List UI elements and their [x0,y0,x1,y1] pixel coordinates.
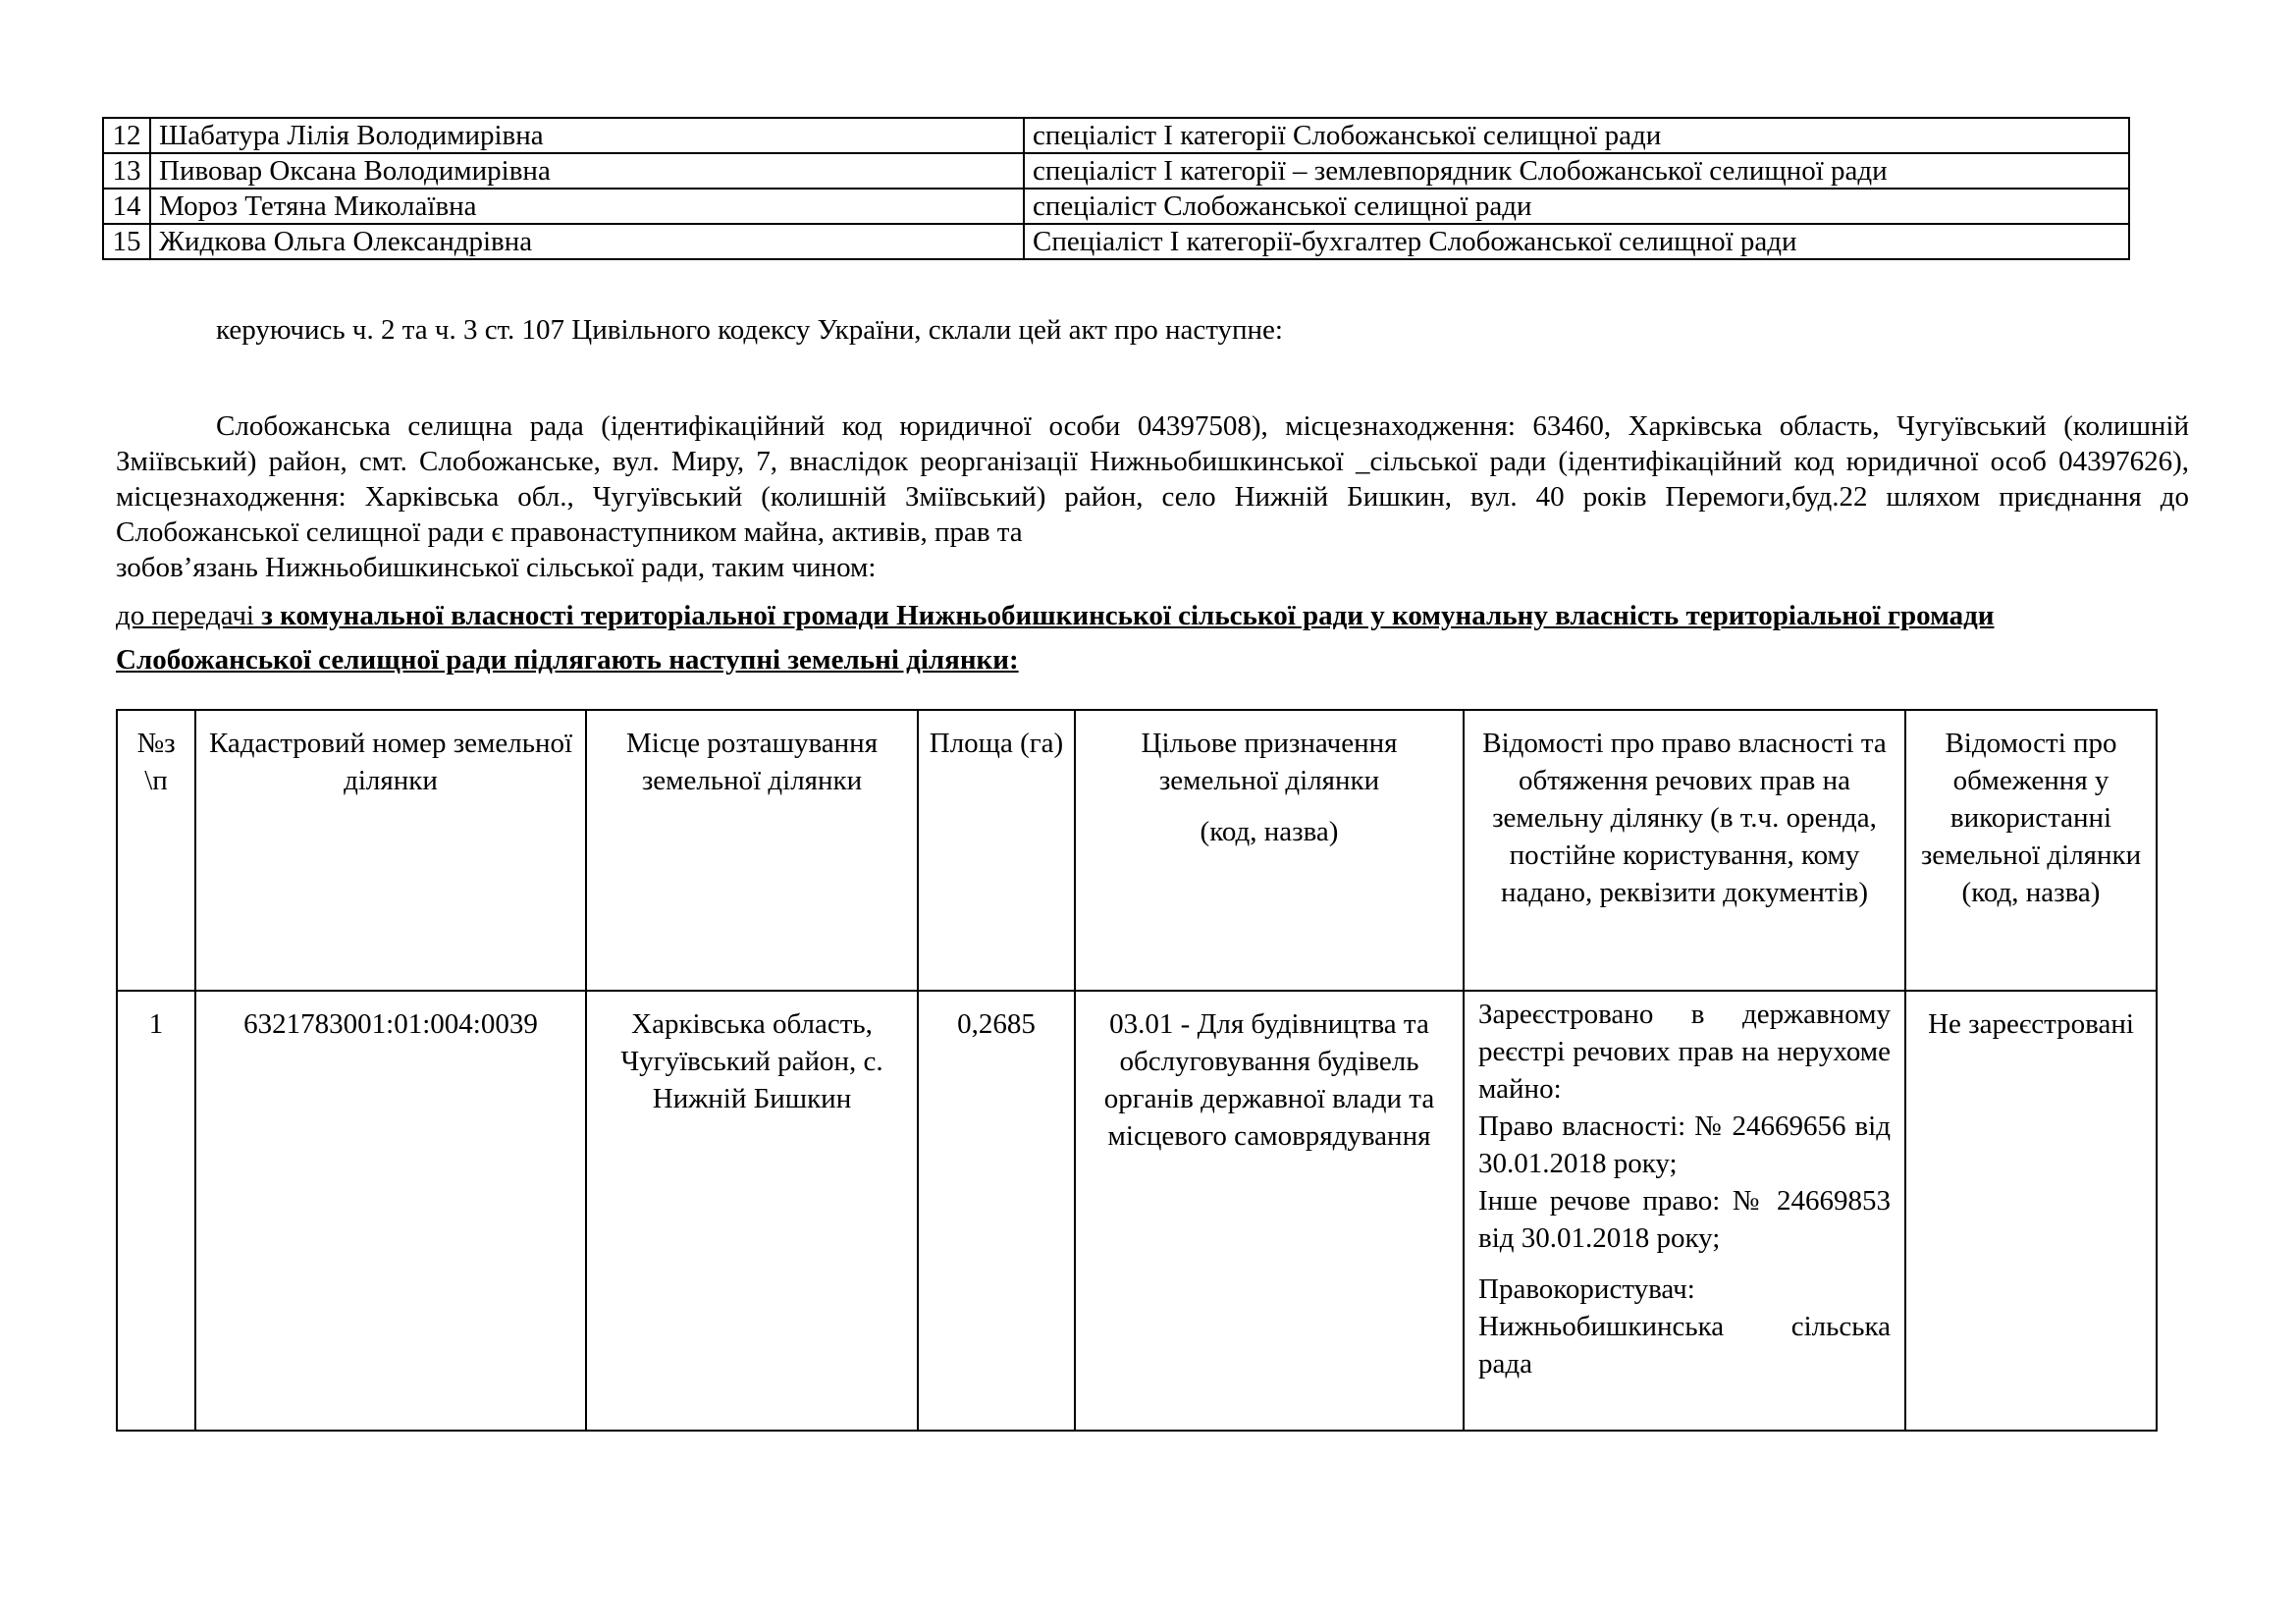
main-paragraph-last-line: зобов’язань Нижньобишкинської сільської ради, таким чином: [116,552,877,583]
header-purpose-sub: (код, назва) [1200,816,1339,847]
rights-other: Інше речове право: № 24669853 від 30.01.2018 року; [1478,1185,1891,1254]
table-header-row [117,710,2157,991]
transfer-bold-text: з комунальної власності територіальної громади Нижньобишкинської сільської ради у комунальну власність територіальної громади Слобожанської селищної ради підлягають наступні земельні ділянки: [116,600,1995,676]
header-rights: Відомості про право власності та обтяження речових прав на земельну ділянку (в т.ч. оренда, постійне користування, кому надано, реквізити документів) [1464,710,1905,991]
header-purpose [1075,710,1464,991]
member-number: 12 [103,118,150,153]
member-position: Спеціаліст І категорії-бухгалтер Слобожанської селищної ради [1024,224,2129,259]
table-row [103,189,2129,224]
plot-restrictions: Не зареєстровані [1905,991,2157,1431]
rights-user: Правокористувач: Нижньобишкинська сільська рада [1478,1273,1891,1380]
main-paragraph [116,408,2189,550]
rights-registered: Зареєстровано в державному реєстрі речових прав на нерухоме майно: [1478,999,1891,1105]
member-name: Пивовар Оксана Володимирівна [150,153,1024,189]
member-position: спеціаліст Слобожанської селищної ради [1024,189,2129,224]
table-row [117,991,2157,1431]
member-name: Шабатура Лілія Володимирівна [150,118,1024,153]
member-position: спеціаліст І категорії Слобожанської селищної ради [1024,118,2129,153]
plot-cadastral-number: 6321783001:01:004:0039 [195,991,586,1431]
main-paragraph-text: Слобожанська селищна рада (ідентифікаційний код юридичної особи 04397508), місцезнаходження: 63460, Харківська область, Чугуївський (колишній Зміївський) район, смт. Слобожанське, вул. Миру, 7, внаслідок реорганізації Нижньобишкинської _сільської ради (ідентифікаційний код юридичної особ 04397626), місцезнаходження: Харківська обл., Чугуївський (колишній Зміївський) район, село Нижній Бишкин, вул. 40 років Перемоги,буд.22 шляхом приєднання до Слобожанської селищної ради є правонаступником майна, активів, прав та [116,410,2189,548]
member-name: Мороз Тетяна Миколаївна [150,189,1024,224]
land-plots-table [116,709,2158,1432]
rights-ownership: Право власності: № 24669656 від 30.01.2018 року; [1478,1110,1891,1179]
table-row [103,118,2129,153]
spacer [1086,799,1453,813]
member-name: Жидкова Ольга Олександрівна [150,224,1024,259]
member-position: спеціаліст І категорії – землевпорядник Слобожанської селищної ради [1024,153,2129,189]
member-number: 14 [103,189,150,224]
header-area: Площа (га) [918,710,1075,991]
plot-rights [1464,991,1905,1431]
header-purpose-title: Цільове призначення земельної ділянки [1141,728,1398,796]
spacer [1478,1257,1891,1271]
plot-location: Харківська область, Чугуївський район, с. Нижній Бишкин [586,991,918,1431]
transfer-statement [116,594,2189,682]
header-restrictions: Відомості про обмеження у використанні земельної ділянки (код, назва) [1905,710,2157,991]
plot-purpose: 03.01 - Для будівництва та обслуговування будівель органів державної влади та місцевого самоврядування [1075,991,1464,1431]
header-cadastral: Кадастровий номер земельної ділянки [195,710,586,991]
member-number: 13 [103,153,150,189]
plot-number: 1 [117,991,195,1431]
header-number: №з \п [117,710,195,991]
plot-area: 0,2685 [918,991,1075,1431]
header-location: Місце розташування земельної ділянки [586,710,918,991]
table-row [103,224,2129,259]
member-number: 15 [103,224,150,259]
commission-members-table [102,117,2130,260]
table-row [103,153,2129,189]
intro-text: керуючись ч. 2 та ч. 3 ст. 107 Цивільного кодексу України, склали цей акт про наступне: [216,314,1283,346]
transfer-prefix: до передачі [116,600,262,631]
